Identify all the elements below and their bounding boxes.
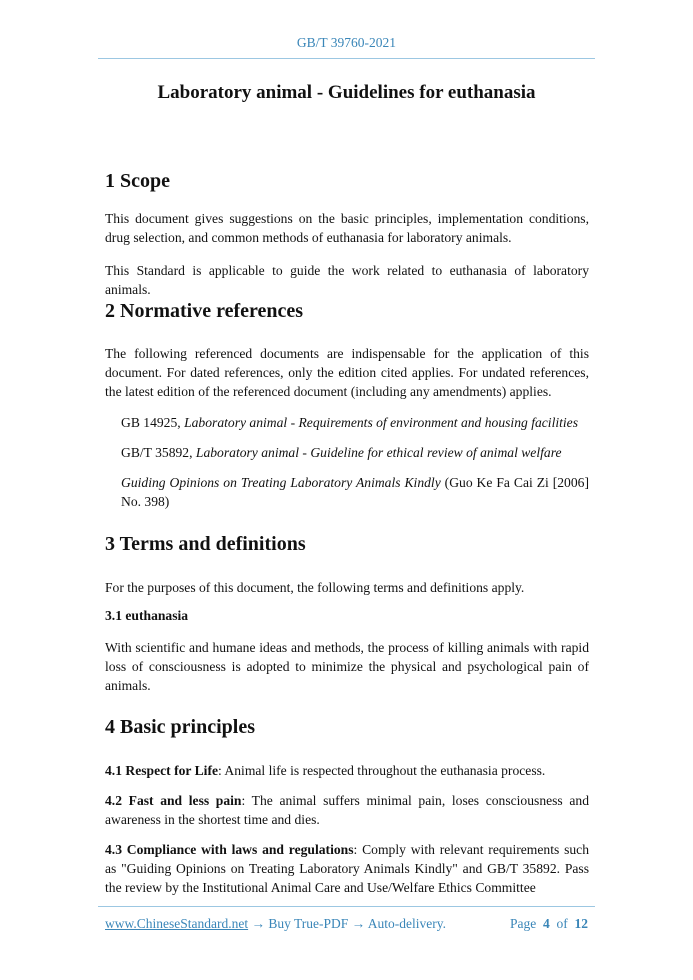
paragraph: For the purposes of this document, the following terms and definitions apply. (105, 580, 525, 595)
page-indicator (510, 916, 588, 932)
total-pages: 12 (574, 916, 588, 931)
principle-label: 4.1 Respect for Life (105, 763, 218, 778)
ref-title: Laboratory animal - Requirements of environment and housing facilities (184, 415, 579, 430)
document-code-header: GB/T 39760-2021 (296, 35, 397, 50)
ref-title: Guiding Opinions on Treating Laboratory Animals Kindly (121, 475, 441, 490)
principle-label: 4.2 Fast and less pain (105, 793, 242, 808)
footer-area (0, 898, 693, 980)
principle-label: 4.3 Compliance with laws and regulations (105, 842, 354, 857)
section-heading-normative-references: 2 Normative references (105, 300, 304, 322)
section-heading-terms: 3 Terms and definitions (105, 533, 306, 555)
section-heading-scope: 1 Scope (105, 170, 170, 192)
ref-tail: (Guo Ke Fa Cai Zi [2006] No. 398) (121, 475, 589, 509)
footer-promo-text: → Buy True-PDF → Auto-delivery. (248, 916, 446, 931)
current-page: 4 (543, 916, 550, 931)
term-definition: With scientific and humane ideas and methods, the process of killing animals with rapid loss of consciousness is adopted to minimize the physical and psychological pain of animals. (105, 640, 589, 693)
principle-item (105, 840, 589, 897)
footer-divider (98, 906, 595, 907)
paragraph: This Standard is applicable to guide the work related to euthanasia of laboratory animals. (105, 263, 589, 297)
ref-title: Laboratory animal - Guideline for ethical review of animal welfare (195, 445, 562, 460)
principle-item (105, 761, 589, 780)
ref-code: GB/T 35892, (121, 445, 196, 460)
reference-item (121, 443, 589, 462)
reference-item (121, 413, 589, 432)
paragraph: The following referenced documents are indispensable for the application of this document. For dated references, only the edition cited applies. For undated references, the latest edition of the referenced document (including any amendments) applies. (105, 346, 589, 399)
reference-item (121, 473, 589, 511)
website-link[interactable]: www.ChineseStandard.net (105, 916, 249, 931)
of-label: of (556, 916, 568, 931)
paragraph: This document gives suggestions on the basic principles, implementation conditions, drug selection, and common methods of euthanasia for laboratory animals. (105, 211, 589, 245)
principle-text: : Animal life is respected throughout the euthanasia process. (218, 763, 546, 778)
footer-promo (105, 916, 446, 932)
page-label: Page (510, 916, 537, 931)
section-heading-basic-principles: 4 Basic principles (105, 716, 256, 738)
principle-text: : The animal suffers minimal pain, loses consciousness and awareness in the shortest time and dies. (105, 793, 589, 827)
document-title: Laboratory animal - Guidelines for euthanasia (157, 82, 536, 103)
ref-code: GB 14925, (121, 415, 185, 430)
term-heading: 3.1 euthanasia (105, 608, 189, 623)
header-divider (98, 58, 595, 59)
principle-text: : Comply with relevant requirements such as "Guiding Opinions on Treating Laboratory Animals Kindly" and GB/T 35892. Pass the review by the Institutional Animal Care and Use/Welfare Ethics Committee (105, 842, 589, 895)
principle-item (105, 791, 589, 829)
